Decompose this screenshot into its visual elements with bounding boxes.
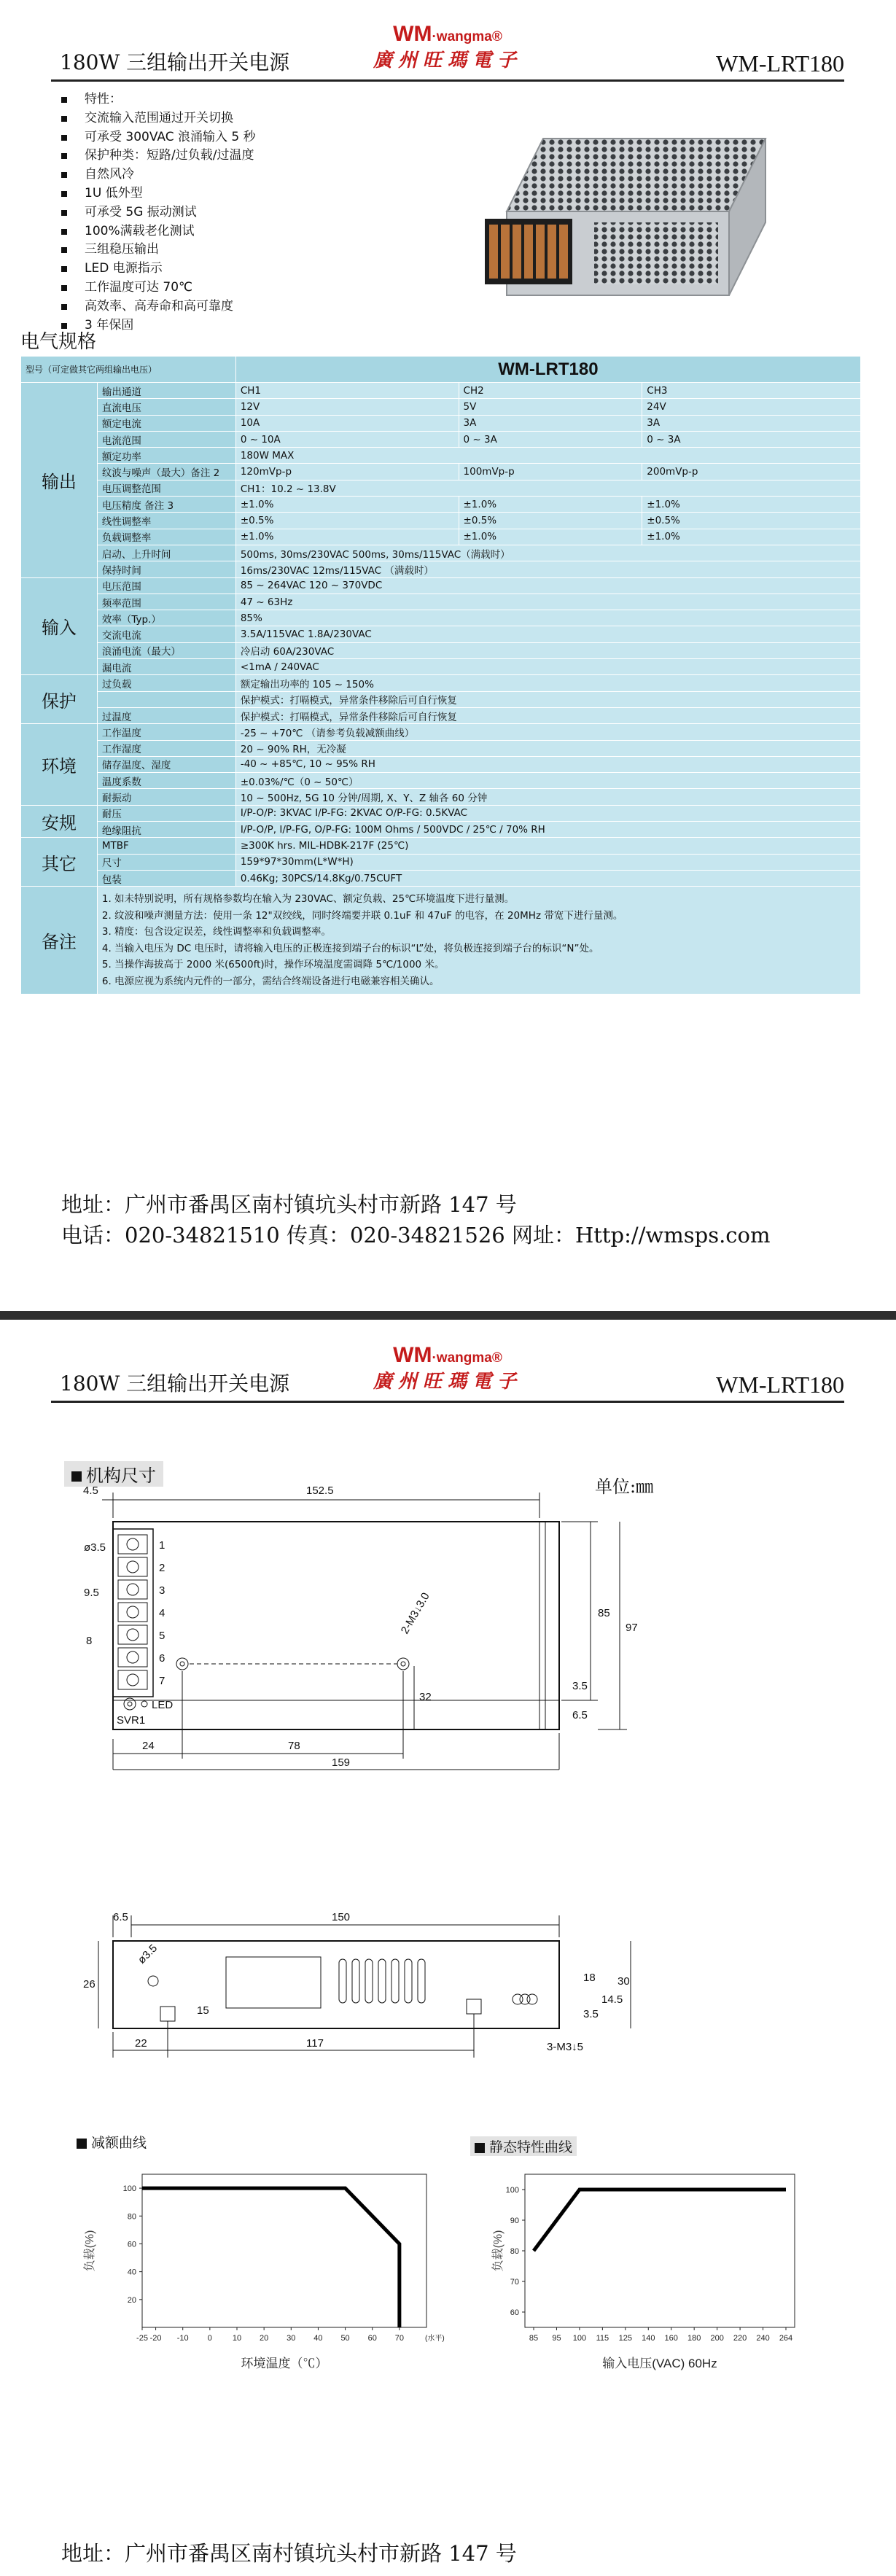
- terminal-number: 3: [159, 1584, 165, 1597]
- x-tick-label: 100: [572, 2334, 587, 2343]
- side-dim-15: 15: [197, 2004, 209, 2017]
- side-view-drawing: [83, 1911, 642, 2065]
- dim-2-m3: 2-M3↓3.0: [398, 1590, 432, 1636]
- spec-value: ±1.0%: [642, 529, 861, 545]
- page-separator: [0, 1311, 896, 1320]
- spec-label: 线性调整率: [97, 513, 235, 529]
- side-dim-117: 117: [306, 2037, 324, 2050]
- spec-value: 24V: [642, 399, 861, 415]
- note-item: 5. 当操作海拔高于 2000 米(6500ft)时，操作环境温度需调降 5℃/1000 米。: [101, 959, 445, 971]
- spec-value: <1mA / 240VAC: [235, 659, 860, 675]
- y-tick-label: 60: [127, 2240, 136, 2249]
- x-tick-label: 85: [529, 2334, 539, 2343]
- spec-value: ±1.0%: [459, 529, 642, 545]
- spec-value: ±1.0%: [459, 497, 642, 513]
- y-tick-label: 70: [510, 2278, 519, 2287]
- x-tick-label: 220: [733, 2334, 747, 2343]
- doc-title-2: 180W 三组输出开关电源: [60, 1371, 290, 1396]
- x-tick-label: 10: [232, 2334, 242, 2343]
- spec-value: ±0.5%: [235, 513, 459, 529]
- model-value: WM-LRT180: [235, 357, 860, 383]
- x-tick-label: 95: [552, 2334, 561, 2343]
- spec-label: 电流范围: [97, 431, 235, 447]
- vent-slot: [405, 1959, 412, 2003]
- footer-address: 地址：广州市番禺区南村镇坑头村市新路 147 号: [61, 1192, 517, 1217]
- spec-row: [21, 513, 861, 529]
- spec-value: 10 ~ 500Hz, 5G 10 分钟/周期, X、Y、Z 轴各 60 分钟: [235, 789, 860, 805]
- feature-item: 交流输入范围通过开关切换: [61, 109, 256, 128]
- spec-value: ±0.5%: [459, 513, 642, 529]
- spec-value: -25 ~ +70℃ （请参考负载减额曲线）: [235, 724, 860, 740]
- top-view-drawing: [83, 1478, 642, 1777]
- spec-label: 过温度: [97, 707, 235, 723]
- side-dim-26: 26: [83, 1978, 96, 1991]
- spec-label: 电压调整范围: [97, 480, 235, 496]
- x-tick-label: 240: [756, 2334, 770, 2343]
- dim-159: 159: [332, 1756, 351, 1769]
- mech-title-text: 机构尺寸: [86, 1466, 156, 1486]
- spec-row: [21, 675, 861, 691]
- dim-85: 85: [598, 1607, 610, 1619]
- datasheet-page-2: [0, 1321, 896, 2576]
- x-tick-label: 20: [260, 2334, 269, 2343]
- spec-value: 0 ~ 3A: [459, 431, 642, 447]
- terminal: [118, 1580, 147, 1599]
- x-tick-label: 140: [642, 2334, 655, 2343]
- spec-value: CH1：10.2 ~ 13.8V: [235, 480, 860, 496]
- terminal-screw: [127, 1651, 139, 1663]
- vent-slot: [391, 1959, 399, 2003]
- spec-label: 温度系数: [97, 773, 235, 789]
- spec-row: [21, 561, 861, 577]
- spec-value: CH2: [459, 383, 642, 399]
- y-tick-label: 80: [127, 2212, 136, 2222]
- spec-value: 3A: [642, 415, 861, 431]
- doc-title: 180W 三组输出开关电源: [60, 50, 290, 74]
- plot-frame: [525, 2174, 795, 2327]
- dim-32: 32: [419, 1691, 432, 1703]
- note-item: 2. 纹波和噪声测量方法：使用一条 12"双绞线，同时终端要并联 0.1uF 和 47uF 的电容，在 20MHz 带宽下进行量测。: [101, 909, 623, 922]
- spec-label: 负载调整率: [97, 529, 235, 545]
- side-dim-14-5: 14.5: [601, 1993, 623, 2006]
- y-axis-label: 负载(%): [492, 2230, 505, 2272]
- spec-table: [20, 356, 861, 995]
- spec-value: 3.5A/115VAC 1.8A/230VAC: [235, 626, 860, 642]
- vent-slot: [418, 1959, 425, 2003]
- terminal: [118, 1557, 147, 1576]
- x-tick-label: 160: [664, 2334, 678, 2343]
- spec-value: 159*97*30mm(L*W*H): [235, 854, 860, 870]
- vent-slot: [378, 1959, 386, 2003]
- svr-label: SVR1: [117, 1714, 146, 1727]
- spec-row: [21, 740, 861, 756]
- spec-value: 16ms/230VAC 12ms/115VAC （满载时）: [235, 561, 860, 577]
- spec-row: [21, 822, 861, 838]
- notes-cell: [97, 887, 860, 995]
- terminal: [118, 1535, 147, 1554]
- spec-label: 直流电压: [97, 399, 235, 415]
- x-tick-label: 0: [207, 2334, 212, 2343]
- spec-label: 浪涌电流（最大）: [97, 642, 235, 658]
- spec-value: ±0.03%/℃（0 ~ 50℃）: [235, 773, 860, 789]
- derating-title-text: 减额曲线: [91, 2135, 147, 2151]
- spec-row: [21, 383, 861, 399]
- footer-contact: 电话：020-34821510 传真：020-34821526 网址：Http://wmsps.com: [61, 1223, 771, 1248]
- spec-value: 85%: [235, 610, 860, 626]
- spec-group: 其它: [21, 838, 98, 887]
- static-title-text: 静态特性曲线: [489, 2139, 573, 2155]
- spec-label: 启动、上升时间: [97, 545, 235, 561]
- spec-row: [21, 545, 861, 561]
- spec-value: ±1.0%: [642, 497, 861, 513]
- spec-value: 保护模式：打嗝模式，异常条件移除后可自行恢复: [235, 707, 860, 723]
- spec-group: 环境: [21, 724, 98, 805]
- spec-row: [21, 594, 861, 610]
- spec-label: MTBF: [97, 838, 235, 854]
- spec-label: 尺寸: [97, 854, 235, 870]
- logo-reg: ®: [491, 29, 502, 44]
- spec-row: [21, 805, 861, 821]
- dim-6-5: 6.5: [572, 1709, 588, 1721]
- x-tick-label: 30: [287, 2334, 296, 2343]
- spec-label: 纹波与噪声（最大）备注 2: [97, 464, 235, 480]
- spec-value: 180W MAX: [235, 448, 860, 464]
- vent-slot: [339, 1959, 346, 2003]
- spec-label: 额定功率: [97, 448, 235, 464]
- dim-dia-3-5: ø3.5: [84, 1541, 106, 1554]
- model-label: 型号（可定做其它两组输出电压）: [21, 357, 236, 383]
- led-label: LED: [152, 1699, 174, 1711]
- y-tick-label: 20: [127, 2295, 136, 2305]
- x-tick-label: 70: [394, 2334, 404, 2343]
- spec-row: [21, 789, 861, 805]
- spec-value: 47 ~ 63Hz: [235, 594, 860, 610]
- dim-3-5: 3.5: [572, 1680, 588, 1692]
- y-tick-label: 90: [510, 2217, 519, 2225]
- spec-value: 500ms, 30ms/230VAC 500ms, 30ms/115VAC（满载时）: [235, 545, 860, 561]
- spec-value: CH1: [235, 383, 459, 399]
- terminal-number: 5: [159, 1630, 165, 1642]
- terminal-number: 1: [159, 1539, 165, 1552]
- feature-item: 1U 低外型: [61, 184, 256, 203]
- spec-group: 输出: [21, 383, 98, 578]
- feature-item: 自然风冷: [61, 166, 256, 184]
- plot-frame: [142, 2174, 426, 2327]
- terminal-number: 7: [159, 1675, 165, 1687]
- logo-chinese: 廣州旺瑪電子: [373, 1371, 522, 1393]
- feature-item: 3 年保固: [61, 316, 256, 335]
- y-tick-label: 100: [122, 2184, 136, 2194]
- notes-row: [21, 887, 861, 995]
- y-tick-label: 100: [505, 2186, 519, 2195]
- spec-label: 工作湿度: [97, 740, 235, 756]
- spec-value: 10A: [235, 415, 459, 431]
- terminal-screw: [127, 1584, 139, 1595]
- terminal: [118, 1625, 147, 1644]
- static-title: [470, 2136, 577, 2156]
- dim-4-5: 4.5: [83, 1484, 98, 1497]
- side-dim-30: 30: [618, 1975, 630, 1988]
- dim-152-5: 152.5: [306, 1484, 334, 1497]
- spec-label: 保持时间: [97, 561, 235, 577]
- side-dim-dia: ø3.5: [135, 1942, 160, 1966]
- spec-label: 输出通道: [97, 383, 235, 399]
- spec-value: CH3: [642, 383, 861, 399]
- note-item: 1. 如未特别说明，所有规格参数均在输入为 230VAC、额定负载、25℃环境温度下进行量测。: [101, 893, 515, 906]
- spec-value: ±1.0%: [235, 497, 459, 513]
- spec-value: 12V: [235, 399, 459, 415]
- x-tick-label: -20: [149, 2334, 162, 2343]
- dim-9-5: 9.5: [84, 1587, 99, 1599]
- spec-value: ±0.5%: [642, 513, 861, 529]
- spec-row: [21, 497, 861, 513]
- x-tick-label: 180: [687, 2334, 701, 2343]
- terminal-number: 4: [159, 1607, 165, 1619]
- note-item: 3. 精度：包含设定误差，线性调整率和负载调整率。: [101, 926, 332, 938]
- spec-row: [21, 838, 861, 854]
- spec-row: [21, 480, 861, 496]
- terminal-screw: [127, 1629, 139, 1641]
- dim-8: 8: [86, 1635, 93, 1647]
- spec-value: 120mVp-p: [235, 464, 459, 480]
- data-line: [534, 2190, 786, 2251]
- spec-value: I/P-O/P, I/P-FG, O/P-FG: 100M Ohms / 500VDC / 25℃ / 70% RH: [235, 822, 860, 838]
- model-number-2: WM-LRT180: [716, 1371, 844, 1398]
- spec-label: 频率范围: [97, 594, 235, 610]
- x-unit-suffix: (水平): [425, 2335, 445, 2343]
- header-rule-2: [51, 1401, 844, 1403]
- x-tick-label: 125: [618, 2334, 632, 2343]
- terminal-number: 6: [159, 1652, 165, 1665]
- terminal-number: 2: [159, 1562, 165, 1574]
- terminal: [118, 1670, 147, 1689]
- spec-value: 3A: [459, 415, 642, 431]
- spec-label: 包装: [97, 870, 235, 886]
- spec-value: 85 ~ 264VAC 120 ~ 370VDC: [235, 577, 860, 594]
- spec-row: [21, 431, 861, 447]
- side-dim-150: 150: [332, 1911, 351, 1923]
- spec-row: [21, 756, 861, 772]
- spec-value: I/P-O/P: 3KVAC I/P-FG: 2KVAC O/P-FG: 0.5KVAC: [235, 805, 860, 821]
- spec-value: 冷启动 60A/230VAC: [235, 642, 860, 658]
- spec-model-row: [21, 357, 861, 383]
- spec-label: 额定电流: [97, 415, 235, 431]
- spec-label: 耐压: [97, 805, 235, 821]
- side-dim-22: 22: [135, 2037, 147, 2050]
- spec-value: ±1.0%: [235, 529, 459, 545]
- spec-value: 0 ~ 3A: [642, 431, 861, 447]
- spec-label: 储存温度、湿度: [97, 756, 235, 772]
- static-chart: [488, 2156, 817, 2389]
- spec-group: 输入: [21, 577, 98, 675]
- spec-row: [21, 626, 861, 642]
- spec-row: [21, 529, 861, 545]
- header-rule: [51, 79, 844, 82]
- spec-label: [97, 691, 235, 707]
- spec-label: 电压范围: [97, 577, 235, 594]
- spec-row: [21, 610, 861, 626]
- spec-label: 效率（Typ.）: [97, 610, 235, 626]
- x-tick-label: 264: [779, 2334, 793, 2343]
- model-number: WM-LRT180: [716, 50, 844, 77]
- dim-78: 78: [288, 1740, 300, 1752]
- spec-label: 绝缘阻抗: [97, 822, 235, 838]
- logo-wangma: wangma: [436, 29, 492, 44]
- spec-row: [21, 724, 861, 740]
- spec-row: [21, 464, 861, 480]
- y-tick-label: 80: [510, 2247, 519, 2256]
- unit-label: 单位:㎜: [595, 1476, 654, 1497]
- feature-item: 工作温度可达 70℃: [61, 279, 256, 297]
- side-dim-3-m3: 3-M3↓5: [547, 2041, 584, 2053]
- spec-value: 100mVp-p: [459, 464, 642, 480]
- company-logo: WM·wangma® 廣州旺瑪電子: [51, 22, 844, 72]
- spec-value: 保护模式：打嗝模式，异常条件移除后可自行恢复: [235, 691, 860, 707]
- x-tick-label: -25: [136, 2334, 148, 2343]
- vent-slot: [365, 1959, 373, 2003]
- x-tick-label: 115: [596, 2334, 609, 2343]
- note-item: 4. 当输入电压为 DC 电压时，请将输入电压的正极连接到端子台的标识“L”处，将负极连接到端子台的标识“N”处。: [101, 942, 599, 954]
- terminal-screw: [127, 1674, 139, 1686]
- spec-row: [21, 415, 861, 431]
- logo-wm: WM: [393, 1343, 432, 1367]
- terminal-screw: [127, 1561, 139, 1573]
- dim-24: 24: [142, 1740, 155, 1752]
- side-dim-18: 18: [583, 1972, 596, 1984]
- x-axis-label: 输入电压(VAC) 60Hz: [602, 2357, 717, 2370]
- terminal-screw: [127, 1538, 139, 1550]
- spec-label: 工作温度: [97, 724, 235, 740]
- spec-group: 保护: [21, 675, 98, 724]
- spec-value: 额定输出功率的 105 ~ 150%: [235, 675, 860, 691]
- page-header: [51, 22, 844, 79]
- spec-value: ≥300K hrs. MIL-HDBK-217F (25℃): [235, 838, 860, 854]
- x-tick-label: 50: [340, 2334, 350, 2343]
- side-dim-6-5: 6.5: [113, 1911, 128, 1923]
- spec-value: -40 ~ +85℃, 10 ~ 95% RH: [235, 756, 860, 772]
- terminal: [118, 1603, 147, 1622]
- product-photo: [478, 131, 769, 314]
- spec-group: 备注: [21, 887, 98, 995]
- terminal-screw: [127, 1606, 139, 1618]
- derating-chart: [80, 2149, 459, 2382]
- spec-value: 0 ~ 10A: [235, 431, 459, 447]
- spec-row: [21, 870, 861, 886]
- terminal: [118, 1648, 147, 1667]
- spec-row: [21, 773, 861, 789]
- feature-item: LED 电源指示: [61, 260, 256, 279]
- footer-address-2: 地址：广州市番禺区南村镇坑头村市新路 147 号: [61, 2541, 517, 2566]
- feature-item: 可承受 5G 振动测试: [61, 203, 256, 222]
- spec-row: [21, 399, 861, 415]
- spec-row: [21, 659, 861, 675]
- side-dim-3-5: 3.5: [583, 2008, 599, 2020]
- vent-slot: [352, 1959, 359, 2003]
- spec-row: [21, 642, 861, 658]
- spec-row: [21, 854, 861, 870]
- feature-item: 100%满载老化测试: [61, 222, 256, 241]
- spec-row: [21, 448, 861, 464]
- feature-list: [61, 90, 256, 335]
- company-logo-2: WM·wangma® 廣州旺瑪電子: [51, 1343, 844, 1393]
- y-axis-label: 负载(%): [84, 2230, 96, 2272]
- feature-item: 可承受 300VAC 浪涌输入 5 秒: [61, 128, 256, 147]
- spec-value: 0.46Kg; 30PCS/14.8Kg/0.75CUFT: [235, 870, 860, 886]
- x-tick-label: 200: [710, 2334, 724, 2343]
- note-item: 6. 电源应视为系统内元件的一部分，需结合终端设备进行电磁兼容相关确认。: [101, 975, 440, 987]
- logo-wm: WM: [393, 22, 432, 46]
- spec-label: 交流电流: [97, 626, 235, 642]
- feature-item: 高效率、高寿命和高可靠度: [61, 297, 256, 316]
- x-tick-label: 60: [367, 2334, 377, 2343]
- section-title-electrical: 电气规格: [20, 331, 97, 353]
- spec-label: 电压精度 备注 3: [97, 497, 235, 513]
- spec-row: [21, 577, 861, 594]
- y-tick-label: 40: [127, 2268, 136, 2277]
- spec-row: [21, 707, 861, 723]
- y-tick-label: 60: [510, 2308, 519, 2317]
- x-tick-label: -10: [176, 2334, 189, 2343]
- logo-wangma: wangma: [436, 1350, 492, 1366]
- data-line: [142, 2188, 400, 2327]
- spec-value: 5V: [459, 399, 642, 415]
- spec-row: [21, 691, 861, 707]
- spec-label: 耐振动: [97, 789, 235, 805]
- spec-value: 20 ~ 90% RH，无冷凝: [235, 740, 860, 756]
- dim-97: 97: [626, 1622, 638, 1634]
- feature-item: 特性：: [61, 90, 256, 109]
- feature-item: 保护种类：短路/过负载/过温度: [61, 147, 256, 166]
- x-axis-label: 环境温度（℃）: [241, 2357, 328, 2370]
- spec-value: 200mVp-p: [642, 464, 861, 480]
- logo-chinese: 廣州旺瑪電子: [373, 50, 522, 71]
- spec-label: 漏电流: [97, 659, 235, 675]
- spec-label: 过负载: [97, 675, 235, 691]
- logo-reg: ®: [491, 1350, 502, 1366]
- feature-item: 三组稳压输出: [61, 241, 256, 260]
- x-tick-label: 40: [313, 2334, 323, 2343]
- spec-group: 安规: [21, 805, 98, 838]
- page2-header: [51, 1343, 844, 1400]
